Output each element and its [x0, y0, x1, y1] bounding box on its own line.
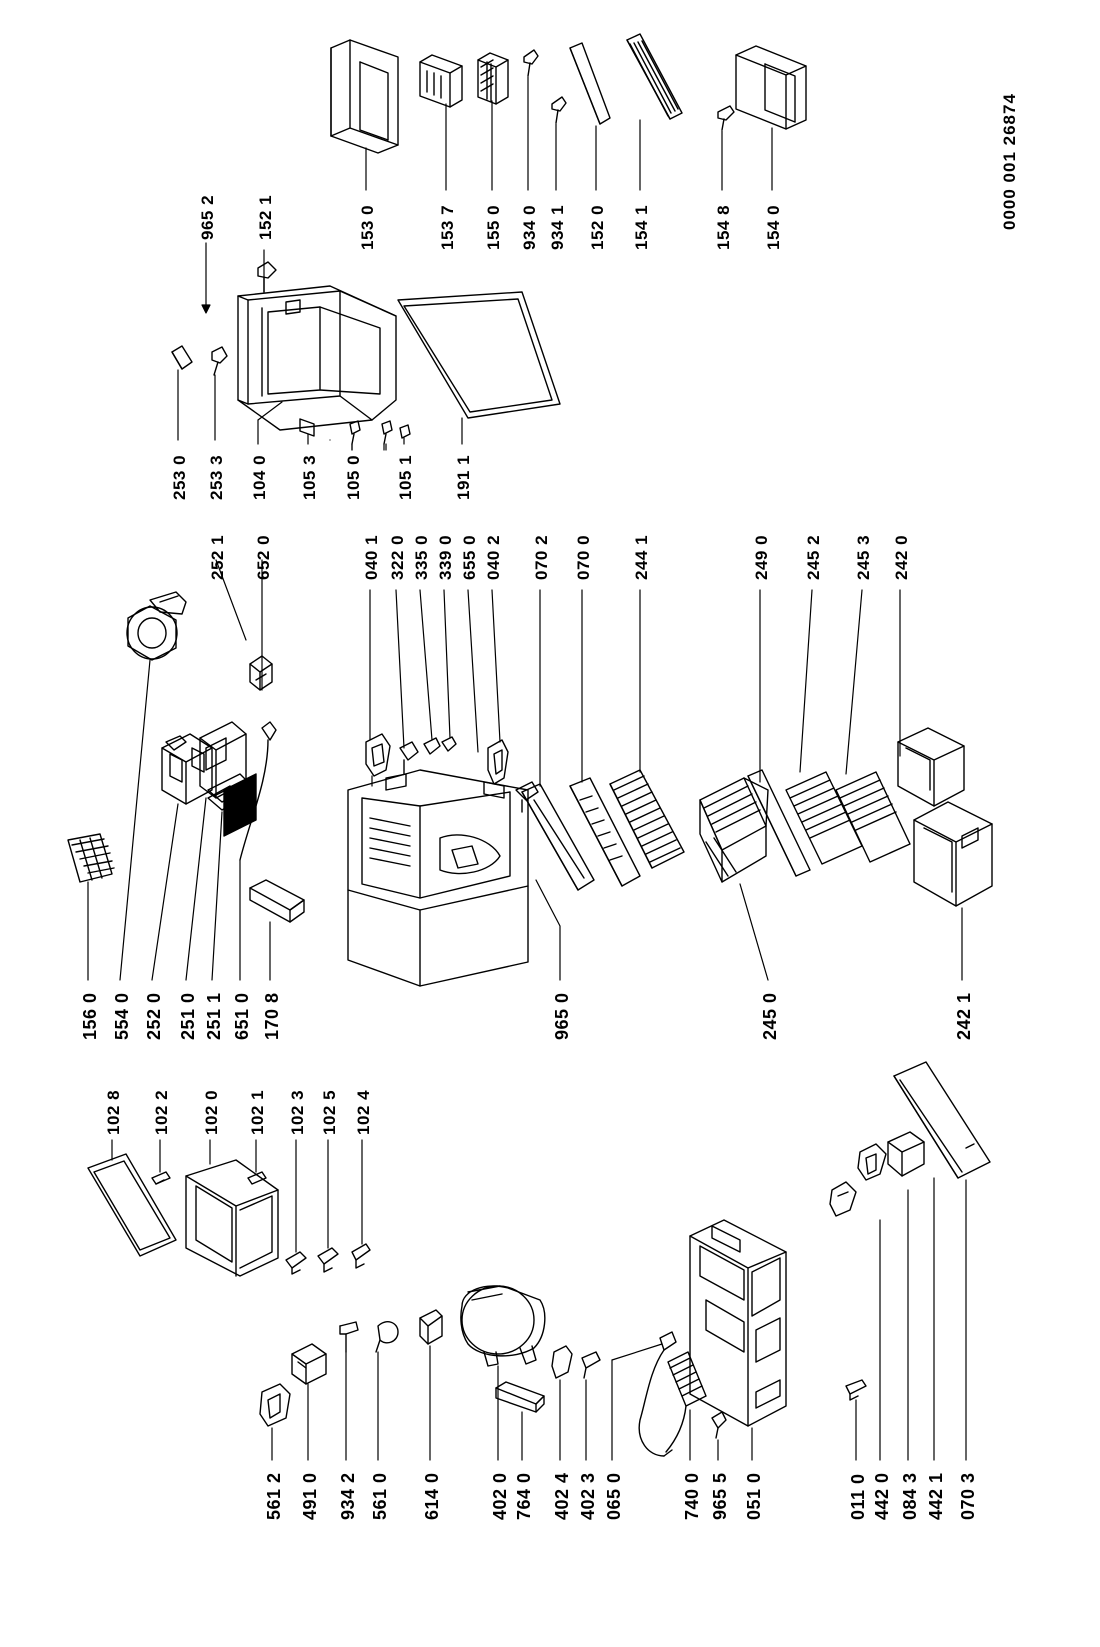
- part-label-156-0: 156 0: [80, 992, 100, 1040]
- part-label-011-0: 011 0: [848, 1473, 868, 1520]
- part-label-102-3: 102 3: [288, 1089, 307, 1135]
- part-label-339-0: 339 0: [436, 534, 455, 580]
- part-154-8: [718, 106, 734, 130]
- part-934-1: [552, 97, 566, 123]
- part-label-040-1: 040 1: [362, 534, 381, 580]
- part-614-0: [420, 1310, 442, 1344]
- part-label-322-0: 322 0: [388, 534, 407, 580]
- part-label-154-0: 154 0: [764, 204, 783, 250]
- part-label-402-4: 402 4: [552, 1472, 572, 1520]
- part-253-0: [172, 346, 192, 440]
- part-label-251-0: 251 0: [178, 992, 198, 1040]
- part-155-0: [478, 53, 508, 104]
- part-label-102-8: 102 8: [104, 1089, 123, 1135]
- part-label-252-1: 252 1: [208, 534, 227, 580]
- part-label-102-1: 102 1: [248, 1089, 267, 1135]
- part-label-191-1: 191 1: [454, 454, 473, 500]
- part-191-1: [398, 292, 560, 444]
- part-561-0: [376, 1322, 398, 1352]
- part-label-561-2: 561 2: [264, 1472, 284, 1520]
- part-label-070-0: 070 0: [574, 534, 593, 580]
- part-label-965-5: 965 5: [710, 1472, 730, 1520]
- part-249-0: [700, 778, 768, 882]
- part-label-065-0: 065 0: [604, 1472, 624, 1520]
- part-label-249-0: 249 0: [752, 534, 771, 580]
- part-label-554-0: 554 0: [112, 992, 132, 1040]
- part-105-3: [350, 421, 360, 444]
- part-655-0: [488, 740, 508, 784]
- part-label-070-2: 070 2: [532, 534, 551, 580]
- part-152-0: [570, 43, 610, 124]
- part-label-105-3: 105 3: [300, 454, 319, 500]
- part-label-934-1: 934 1: [548, 204, 567, 250]
- part-label-651-0: 651 0: [232, 992, 252, 1040]
- part-label-153-0: 153 0: [358, 204, 377, 250]
- part-label-105-1: 105 1: [396, 454, 415, 500]
- part-402-4: [552, 1346, 572, 1378]
- part-label-934-0: 934 0: [520, 204, 539, 250]
- part-561-2: [260, 1384, 290, 1426]
- part-label-152-0: 152 0: [588, 204, 607, 250]
- part-442-0: [830, 1182, 856, 1216]
- part-label-152-1: 152 1: [256, 194, 275, 240]
- part-105-0: [382, 421, 392, 444]
- part-label-965-2: 965 2: [198, 194, 217, 240]
- part-245-3: [786, 772, 862, 864]
- part-label-491-0: 491 0: [300, 1472, 320, 1520]
- part-label-102-0: 102 0: [202, 1089, 221, 1135]
- part-label-155-0: 155 0: [484, 204, 503, 250]
- part-154-0: [736, 46, 806, 129]
- part-label-402-0: 402 0: [490, 1472, 510, 1520]
- part-label-251-1: 251 1: [204, 992, 224, 1040]
- part-011-0: [846, 1380, 866, 1400]
- part-label-245-0: 245 0: [760, 992, 780, 1040]
- part-402-0: [461, 1286, 545, 1366]
- part-label-335-0: 335 0: [412, 534, 431, 580]
- part-label-244-1: 244 1: [632, 534, 651, 580]
- part-253-3: [212, 347, 227, 440]
- part-084-3: [858, 1144, 886, 1180]
- part-764-0: [496, 1382, 544, 1412]
- part-040-2: [516, 782, 538, 812]
- part-070-2: [522, 784, 594, 890]
- part-651-0: [240, 722, 276, 860]
- part-934-2: [340, 1322, 358, 1352]
- part-251-0: [200, 722, 246, 798]
- part-740-0: [666, 1352, 706, 1452]
- part-152-1: [258, 250, 276, 292]
- part-102-3: [286, 1252, 306, 1274]
- part-label-102-2: 102 2: [152, 1089, 171, 1135]
- part-065-0: [639, 1332, 676, 1456]
- part-252-0: [162, 734, 212, 804]
- part-491-0: [292, 1344, 326, 1384]
- part-label-934-2: 934 2: [338, 1472, 358, 1520]
- part-402-3: [582, 1352, 600, 1378]
- part-170-8: [250, 880, 304, 922]
- part-label-153-7: 153 7: [438, 204, 457, 250]
- part-label-104-0: 104 0: [250, 454, 269, 500]
- part-242-0: [836, 772, 910, 862]
- part-label-253-0: 253 0: [170, 454, 189, 500]
- part-105-1: [400, 425, 410, 438]
- part-label-740-0: 740 0: [682, 1472, 702, 1520]
- part-252-1: [224, 774, 256, 836]
- part-label-655-0: 655 0: [460, 534, 479, 580]
- part-322-0: [400, 742, 418, 774]
- part-label-652-0: 652 0: [254, 534, 273, 580]
- part-245-2: [748, 770, 810, 876]
- part-244-1: [610, 770, 684, 868]
- part-label-154-8: 154 8: [714, 204, 733, 250]
- part-051-0: [690, 1220, 786, 1426]
- part-102-0: [186, 1160, 278, 1276]
- document-id: 0000 001 26874: [1000, 93, 1019, 230]
- part-102-1: [248, 1172, 266, 1184]
- part-153-0: [331, 40, 398, 153]
- part-label-105-0: 105 0: [344, 454, 363, 500]
- part-label-245-2: 245 2: [804, 534, 823, 580]
- part-label-442-0: 442 0: [872, 1472, 892, 1520]
- part-label-170-8: 170 8: [262, 992, 282, 1040]
- part-label-051-0: 051 0: [744, 1472, 764, 1520]
- part-251-1: [208, 774, 252, 810]
- part-242-0-box: [898, 728, 964, 806]
- part-label-252-0: 252 0: [144, 992, 164, 1040]
- part-102-5: [318, 1248, 338, 1272]
- part-242-1-box: [914, 802, 992, 906]
- part-label-084-3: 084 3: [900, 1472, 920, 1520]
- part-965-5: [712, 1412, 726, 1438]
- part-554-0: [120, 592, 186, 980]
- part-652-0: [250, 656, 272, 690]
- part-102-4: [352, 1244, 370, 1268]
- part-934-0: [524, 50, 538, 76]
- part-label-253-3: 253 3: [207, 454, 226, 500]
- part-label-402-3: 402 3: [578, 1472, 598, 1520]
- part-label-070-3: 070 3: [958, 1472, 978, 1520]
- part-102-2: [152, 1172, 170, 1184]
- part-label-040-2: 040 2: [484, 534, 503, 580]
- part-339-0: [442, 737, 456, 751]
- part-label-102-4: 102 4: [354, 1089, 373, 1135]
- part-070-0: [570, 778, 640, 886]
- part-156-0: [68, 834, 114, 980]
- part-label-245-3: 245 3: [854, 534, 873, 580]
- part-label-561-0: 561 0: [370, 1472, 390, 1520]
- part-label-242-1: 242 1: [954, 992, 974, 1040]
- part-label-242-0: 242 0: [892, 534, 911, 580]
- part-label-764-0: 764 0: [514, 1472, 534, 1520]
- part-154-1: [627, 34, 682, 119]
- part-label-614-0: 614 0: [422, 1472, 442, 1520]
- part-335-0: [424, 738, 440, 754]
- part-102-8: [88, 1154, 176, 1256]
- part-label-965-0: 965 0: [552, 992, 572, 1040]
- part-label-442-1: 442 1: [926, 1472, 946, 1520]
- part-442-1: [888, 1132, 924, 1176]
- part-070-3: [894, 1062, 990, 1178]
- part-040-1: [366, 734, 390, 776]
- part-label-102-5: 102 5: [320, 1089, 339, 1135]
- part-104-0: [238, 286, 396, 436]
- part-cabinet-body: [348, 770, 528, 986]
- part-label-154-1: 154 1: [632, 204, 651, 250]
- part-153-7: [420, 55, 462, 107]
